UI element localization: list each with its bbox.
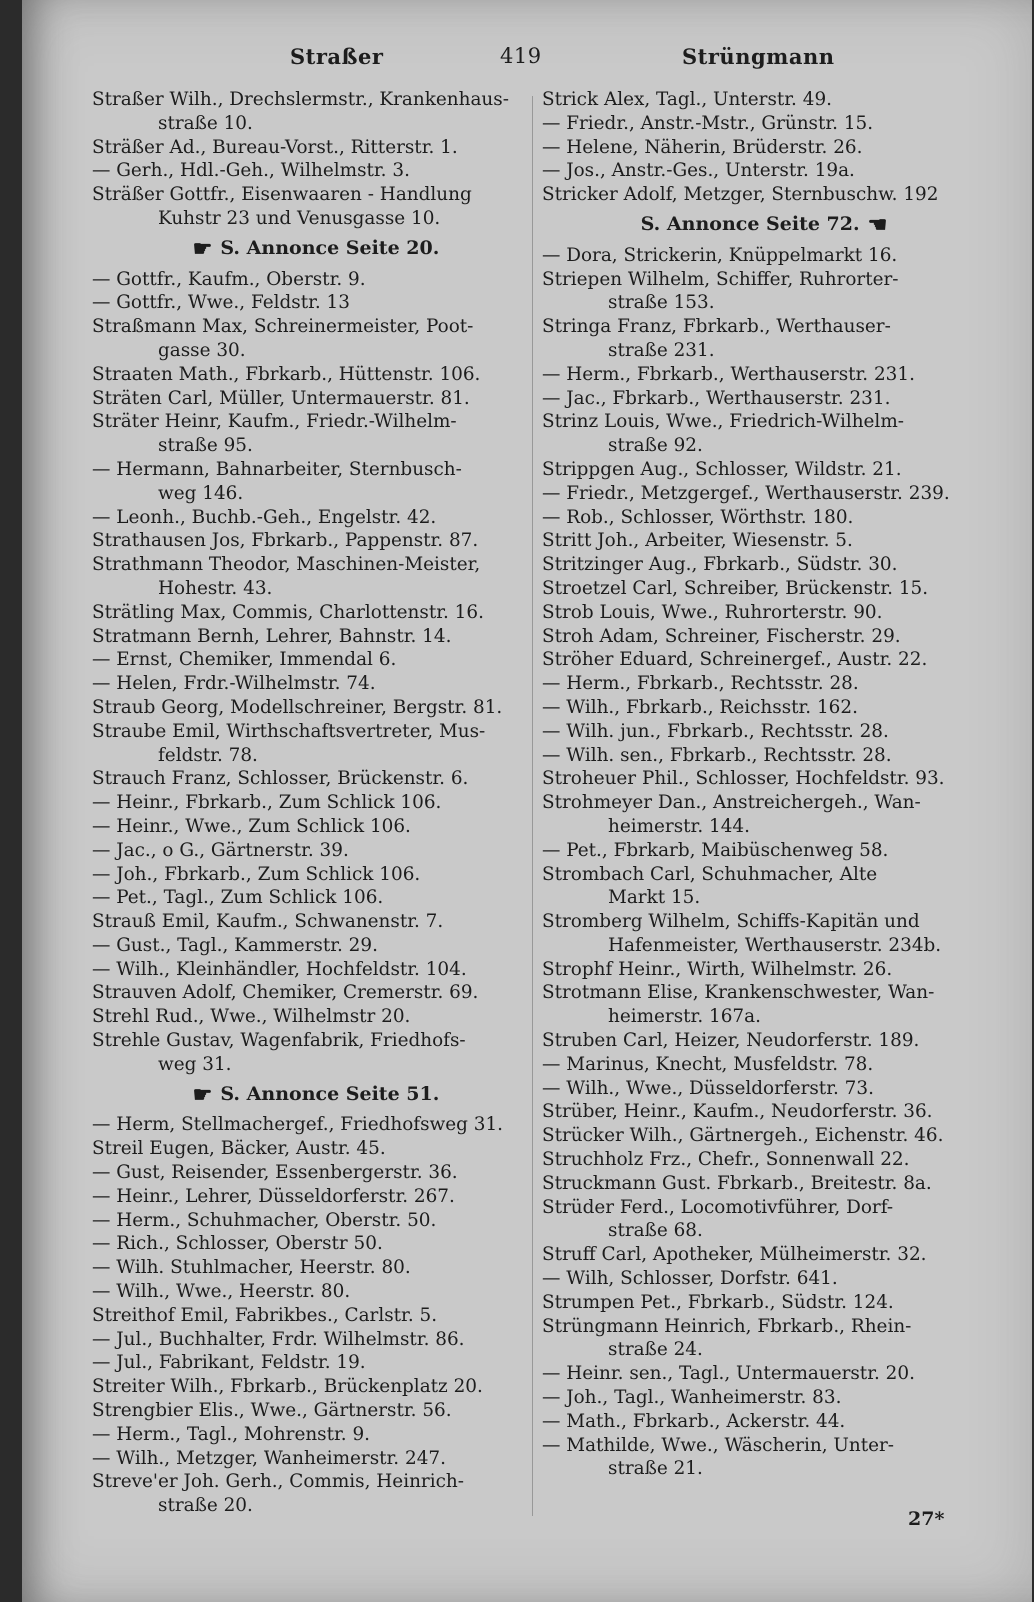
directory-entry: Stricker Adolf, Metzger, Sternbuschw. 192 (542, 184, 939, 206)
directory-entry: Strob Louis, Wwe., Ruhrorterstr. 90. (542, 601, 883, 623)
directory-entry: Strohmeyer Dan., Anstreichergeh., Wan- (542, 792, 921, 814)
directory-entry: Stratmann Bernh, Lehrer, Bahnstr. 14. (92, 625, 452, 647)
directory-page (22, 0, 1032, 1602)
directory-entry: Striepen Wilhelm, Schiffer, Ruhrorter- (542, 268, 899, 290)
entry-continuation-line: Hafenmeister, Werthauserstr. 234b. (608, 934, 942, 956)
directory-entry: Sträten Carl, Müller, Untermauerstr. 81. (92, 387, 470, 409)
directory-entry: — Helen, Frdr.-Wilhelmstr. 74. (92, 673, 376, 695)
directory-entry: — Herm., Fbrkarb., Werthauserstr. 231. (542, 363, 915, 385)
entry-continuation-line: Hohestr. 43. (158, 577, 273, 599)
directory-entry: Stroh Adam, Schreiner, Fischerstr. 29. (542, 625, 901, 647)
annonce-text: S. Annonce Seite 72. (640, 212, 860, 235)
entry-continuation-line: Kuhstr 23 und Venusgasse 10. (158, 207, 441, 229)
directory-entry: Struff Carl, Apotheker, Mülheimerstr. 32. (542, 1244, 927, 1266)
directory-entry: Straube Emil, Wirthschaftsvertreter, Mus- (92, 720, 486, 742)
entry-continuation-line: gasse 30. (158, 339, 246, 361)
directory-entry: Sträter Heinr, Kaufm., Friedr.-Wilhelm- (92, 411, 457, 433)
directory-entry: Stromberg Wilhelm, Schiffs-Kapitän und (542, 911, 920, 933)
directory-entry: — Gerh., Hdl.-Geh., Wilhelmstr. 3. (92, 160, 410, 182)
directory-entry: — Friedr., Metzgergef., Werthauserstr. 239. (542, 482, 950, 504)
annonce-reference (542, 213, 994, 238)
directory-entry: Struchholz Frz., Chefr., Sonnenwall 22. (542, 1149, 910, 1171)
directory-entry: Struckmann Gust. Fbrkarb., Breitestr. 8a. (542, 1172, 932, 1194)
column-divider (532, 96, 533, 1516)
header-right-keyword: Strüngmann (682, 44, 835, 69)
directory-entry: — Gust, Reisender, Essenbergerstr. 36. (92, 1162, 458, 1184)
directory-entry: Streiter Wilh., Fbrkarb., Brückenplatz 20. (92, 1376, 483, 1398)
entry-continuation-line: straße 153. (608, 292, 715, 314)
directory-entry: — Rich., Schlosser, Oberstr 50. (92, 1233, 383, 1255)
running-header (22, 44, 1032, 74)
directory-entry: Stroetzel Carl, Schreiber, Brückenstr. 15. (542, 577, 929, 599)
directory-entry: — Ernst, Chemiker, Immendal 6. (92, 649, 397, 671)
directory-entry: — Heinr., Wwe., Zum Schlick 106. (92, 815, 411, 837)
directory-entry: — Rob., Schlosser, Wörthstr. 180. (542, 506, 854, 528)
directory-entry: — Herm., Schuhmacher, Oberstr. 50. (92, 1209, 437, 1231)
directory-entry: Strätling Max, Commis, Charlottenstr. 16. (92, 601, 484, 623)
directory-entry: Straub Georg, Modellschreiner, Bergstr. 81. (92, 696, 503, 718)
directory-entry: Streve'er Joh. Gerh., Commis, Heinrich- (92, 1471, 464, 1493)
directory-entry: — Heinr., Lehrer, Düsseldorferstr. 267. (92, 1185, 455, 1207)
entry-continuation-line: straße 95. (158, 435, 253, 457)
directory-entry: Sträßer Gottfr., Eisenwaaren - Handlung (92, 184, 472, 206)
directory-entry: — Heinr., Fbrkarb., Zum Schlick 106. (92, 792, 442, 814)
directory-entry: Stritzinger Aug., Fbrkarb., Südstr. 30. (542, 554, 898, 576)
directory-entry: Strombach Carl, Schuhmacher, Alte (542, 863, 878, 885)
directory-entry: Strotmann Elise, Krankenschwester, Wan- (542, 982, 935, 1004)
entry-continuation-line: straße 21. (608, 1458, 703, 1480)
directory-entry: Strathausen Jos, Fbrkarb., Pappenstr. 87. (92, 530, 479, 552)
entry-continuation-line: feldstr. 78. (158, 744, 258, 766)
directory-entry: — Hermann, Bahnarbeiter, Sternbusch- (92, 458, 462, 480)
directory-entry: — Math., Fbrkarb., Ackerstr. 44. (542, 1410, 846, 1432)
directory-entry: — Herm., Fbrkarb., Rechtsstr. 28. (542, 673, 859, 695)
annonce-text: S. Annonce Seite 51. (220, 1082, 440, 1105)
pointing-hand-icon: ☚ (867, 211, 888, 238)
directory-entry: — Jos., Anstr.-Ges., Unterstr. 19a. (542, 160, 855, 182)
directory-entry: Strauven Adolf, Chemiker, Cremerstr. 69. (92, 982, 479, 1004)
directory-entry: — Gust., Tagl., Kammerstr. 29. (92, 934, 378, 956)
directory-entry: — Marinus, Knecht, Musfeldstr. 78. (542, 1053, 874, 1075)
directory-entry: — Joh., Fbrkarb., Zum Schlick 106. (92, 863, 421, 885)
directory-entry: — Jul., Fabrikant, Feldstr. 19. (92, 1352, 366, 1374)
directory-entry: — Herm., Tagl., Mohrenstr. 9. (92, 1423, 371, 1445)
left-column (92, 88, 532, 1518)
directory-entry: — Wilh., Wwe., Heerstr. 80. (92, 1281, 351, 1303)
directory-entry: Streithof Emil, Fabrikbes., Carlstr. 5. (92, 1304, 438, 1326)
directory-entry: — Joh., Tagl., Wanheimerstr. 83. (542, 1387, 842, 1409)
directory-entry: — Wilh., Wwe., Düsseldorferstr. 73. (542, 1077, 874, 1099)
entry-continuation-line: straße 10. (158, 112, 253, 134)
directory-entry: Strophf Heinr., Wirth, Wilhelmstr. 26. (542, 958, 893, 980)
entry-continuation-line: Markt 15. (608, 887, 701, 909)
entry-continuation-line: straße 92. (608, 435, 703, 457)
directory-entry: — Wilh. jun., Fbrkarb., Rechtsstr. 28. (542, 720, 889, 742)
directory-entry: — Dora, Strickerin, Knüppelmarkt 16. (542, 244, 898, 266)
entry-continuation-line: straße 231. (608, 339, 715, 361)
directory-entry: Strathmann Theodor, Maschinen-Meister, (92, 554, 481, 576)
pointing-hand-icon: ☛ (192, 1081, 213, 1108)
entry-continuation-line: weg 31. (158, 1053, 232, 1075)
entry-continuation-line: heimerstr. 144. (608, 815, 750, 837)
directory-entry: Strehle Gustav, Wagenfabrik, Friedhofs- (92, 1030, 466, 1052)
directory-entry: Ströher Eduard, Schreinergef., Austr. 22. (542, 649, 928, 671)
directory-entry: — Jul., Buchhalter, Frdr. Wilhelmstr. 86. (92, 1328, 465, 1350)
directory-entry: — Wilh., Fbrkarb., Reichsstr. 162. (542, 696, 858, 718)
directory-entry: Strauch Franz, Schlosser, Brückenstr. 6. (92, 768, 469, 790)
directory-entry: Strengbier Elis., Wwe., Gärtnerstr. 56. (92, 1400, 452, 1422)
directory-entry: Strumpen Pet., Fbrkarb., Südstr. 124. (542, 1291, 894, 1313)
page-number: 419 (500, 44, 542, 68)
pointing-hand-icon: ☛ (192, 235, 213, 262)
directory-entry: Stringa Franz, Fbrkarb., Werthauser- (542, 316, 891, 338)
directory-entry: Streil Eugen, Bäcker, Austr. 45. (92, 1138, 386, 1160)
entry-continuation-line: straße 20. (158, 1495, 253, 1517)
printer-signature: 27* (908, 1508, 945, 1530)
directory-entry: — Jac., o G., Gärtnerstr. 39. (92, 839, 349, 861)
header-left-keyword: Straßer (290, 44, 384, 69)
directory-entry: — Pet., Fbrkarb, Maibüschenweg 58. (542, 839, 889, 861)
directory-entry: — Gottfr., Wwe., Feldstr. 13 (92, 292, 350, 314)
directory-entry: — Leonh., Buchb.-Geh., Engelstr. 42. (92, 506, 437, 528)
right-column (542, 88, 994, 1481)
directory-entry: Strauß Emil, Kaufm., Schwanenstr. 7. (92, 911, 444, 933)
annonce-reference (92, 1083, 532, 1108)
directory-entry: Straßer Wilh., Drechslermstr., Krankenhaus- (92, 89, 509, 110)
directory-entry: Strüber, Heinr., Kaufm., Neudorferstr. 36. (542, 1101, 933, 1123)
directory-entry: Strick Alex, Tagl., Unterstr. 49. (542, 89, 833, 110)
directory-entry: Strippgen Aug., Schlosser, Wildstr. 21. (542, 458, 902, 480)
entry-continuation-line: weg 146. (158, 482, 244, 504)
entry-continuation-line: heimerstr. 167a. (608, 1006, 761, 1028)
entry-continuation-line: straße 68. (608, 1220, 703, 1242)
directory-entry: — Gottfr., Kaufm., Oberstr. 9. (92, 268, 366, 290)
directory-entry: Sträßer Ad., Bureau-Vorst., Ritterstr. 1. (92, 136, 458, 158)
directory-entry: — Heinr. sen., Tagl., Untermauerstr. 20. (542, 1363, 915, 1385)
directory-entry: Strüngmann Heinrich, Fbrkarb., Rhein- (542, 1315, 912, 1337)
directory-entry: Strehl Rud., Wwe., Wilhelmstr 20. (92, 1006, 411, 1028)
directory-entry: — Herm, Stellmachergef., Friedhofsweg 31. (92, 1114, 504, 1136)
entry-continuation-line: straße 24. (608, 1339, 703, 1361)
directory-entry: Strücker Wilh., Gärtnergeh., Eichenstr. 46. (542, 1125, 944, 1147)
directory-entry: Strinz Louis, Wwe., Friedrich-Wilhelm- (542, 411, 904, 433)
directory-entry: — Friedr., Anstr.-Mstr., Grünstr. 15. (542, 112, 874, 134)
directory-entry: — Wilh. sen., Fbrkarb., Rechtsstr. 28. (542, 744, 892, 766)
annonce-reference (92, 237, 532, 262)
directory-entry: Struben Carl, Heizer, Neudorferstr. 189. (542, 1030, 920, 1052)
annonce-text: S. Annonce Seite 20. (220, 236, 440, 259)
directory-entry: Stroheuer Phil., Schlosser, Hochfeldstr. 93. (542, 768, 945, 790)
directory-entry: — Mathilde, Wwe., Wäscherin, Unter- (542, 1434, 895, 1456)
directory-entry: — Wilh. Stuhlmacher, Heerstr. 80. (92, 1257, 411, 1279)
directory-entry: — Wilh., Metzger, Wanheimerstr. 247. (92, 1447, 446, 1469)
directory-entry: Straßmann Max, Schreinermeister, Poot- (92, 316, 474, 338)
directory-entry: Strüder Ferd., Locomotivführer, Dorf- (542, 1196, 894, 1218)
directory-entry: — Wilh., Kleinhändler, Hochfeldstr. 104. (92, 958, 467, 980)
directory-entry: — Helene, Näherin, Brüderstr. 26. (542, 136, 863, 158)
directory-entry: — Wilh, Schlosser, Dorfstr. 641. (542, 1268, 838, 1290)
directory-entry: Stritt Joh., Arbeiter, Wiesenstr. 5. (542, 530, 853, 552)
directory-entry: — Jac., Fbrkarb., Werthauserstr. 231. (542, 387, 891, 409)
directory-entry: Straaten Math., Fbrkarb., Hüttenstr. 106. (92, 363, 481, 385)
directory-entry: — Pet., Tagl., Zum Schlick 106. (92, 887, 384, 909)
